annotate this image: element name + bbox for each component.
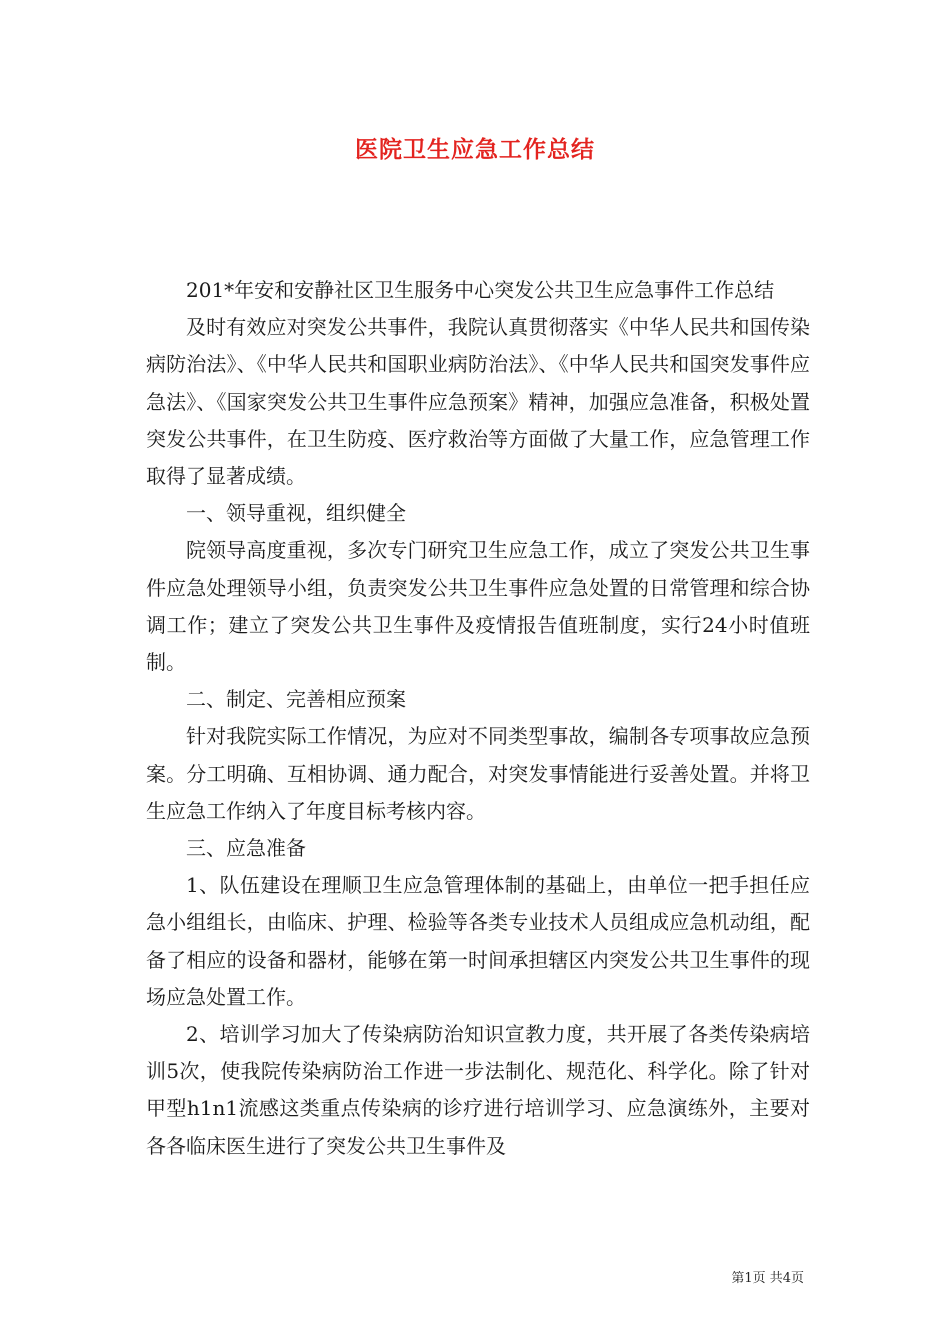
paragraph-section-2: 针对我院实际工作情况，为应对不同类型事故，编制各专项事故应急预案。分工明确、互相协调、通力配合，对突发事情能进行妥善处置。并将卫生应急工作纳入了年度目标考核内容。 — [146, 724, 810, 823]
paragraph-intro: 及时有效应对突发公共事件，我院认真贯彻落实《中华人民共和国传染病防治法》、《中华人民共和国职业病防治法》、《中华人民共和国突发事件应急法》、《国家突发公共卫生事件应急预案》精神，加强应急准备，积极处置突发公共事件，在卫生防疫、医疗救治等方面做了大量工作，应急管理工作取得了显著成绩。 — [146, 315, 810, 489]
paragraph-team-building: 1、队伍建设在理顺卫生应急管理体制的基础上，由单位一把手担任应急小组组长，由临床、护理、检验等各类专业技术人员组成应急机动组，配备了相应的设备和器材，能够在第一时间承担辖区内突发公共卫生事件的现场应急处置工作。 — [146, 873, 810, 1009]
paragraph-section-1: 院领导高度重视，多次专门研究卫生应急工作，成立了突发公共卫生事件应急处理领导小组，负责突发公共卫生事件应急处置的日常管理和综合协调工作；建立了突发公共卫生事件及疫情报告值班制度，实行24小时值班制。 — [146, 538, 810, 675]
section-heading-1: 一、领导重视，组织健全 — [186, 501, 406, 526]
section-heading-2: 二、制定、完善相应预案 — [186, 687, 406, 712]
paragraph-heading-line: 201*年安和安静社区卫生服务中心突发公共卫生应急事件工作总结 — [186, 278, 775, 302]
document-body — [146, 272, 810, 1165]
section-heading-3: 三、应急准备 — [186, 836, 306, 861]
paragraph-training: 2、培训学习加大了传染病防治知识宣教力度，共开展了各类传染病培训5次，使我院传染病防治工作进一步法制化、规范化、科学化。除了针对甲型h1n1流感这类重点传染病的诊疗进行培训学习、应急演练外，主要对各各临床医生进行了突发公共卫生事件及 — [146, 1022, 810, 1158]
document-title: 医院卫生应急工作总结 — [355, 136, 595, 163]
page-number: 第1页 共4页 — [731, 1271, 804, 1286]
